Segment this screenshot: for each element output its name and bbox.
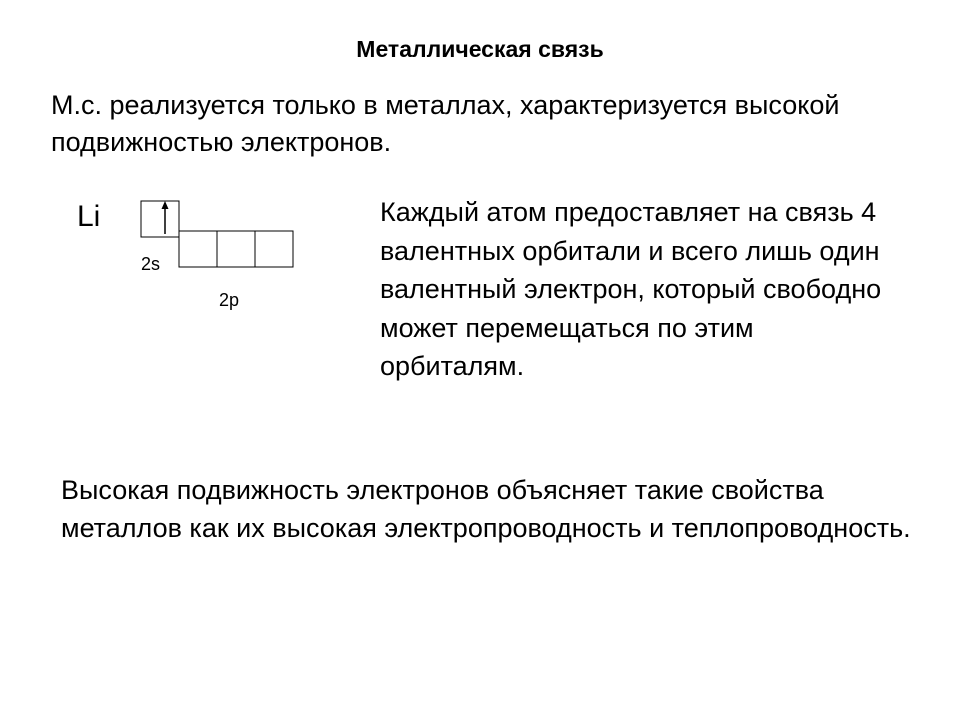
orbital-cell-2s: [141, 201, 179, 237]
orbital-cell-2p-1: [179, 231, 217, 267]
sublevel-label-2s: 2s: [141, 254, 161, 274]
orbital-cell-2p-3: [255, 231, 293, 267]
conclusion-paragraph: Высокая подвижность электронов объясняет такие свойства металлов как их высокая электропроводность и теплопроводность.: [61, 475, 911, 543]
orbital-cell-2p-2: [217, 231, 255, 267]
atom-description: Каждый атом предоставляет на связь 4 валентных орбитали и всего лишь один валентный электрон, который свободно может перемещаться по этим орбиталям.: [380, 197, 882, 381]
electron-up-arrow-icon: [162, 201, 169, 234]
orbital-diagram: [120, 190, 320, 320]
slide-title: Металлическая связь: [356, 36, 604, 62]
intro-paragraph: М.с. реализуется только в металлах, характеризуется высокой подвижностью электронов.: [51, 90, 840, 157]
element-symbol-li: Li: [77, 200, 101, 233]
sublevel-label-2p: 2p: [219, 290, 240, 310]
